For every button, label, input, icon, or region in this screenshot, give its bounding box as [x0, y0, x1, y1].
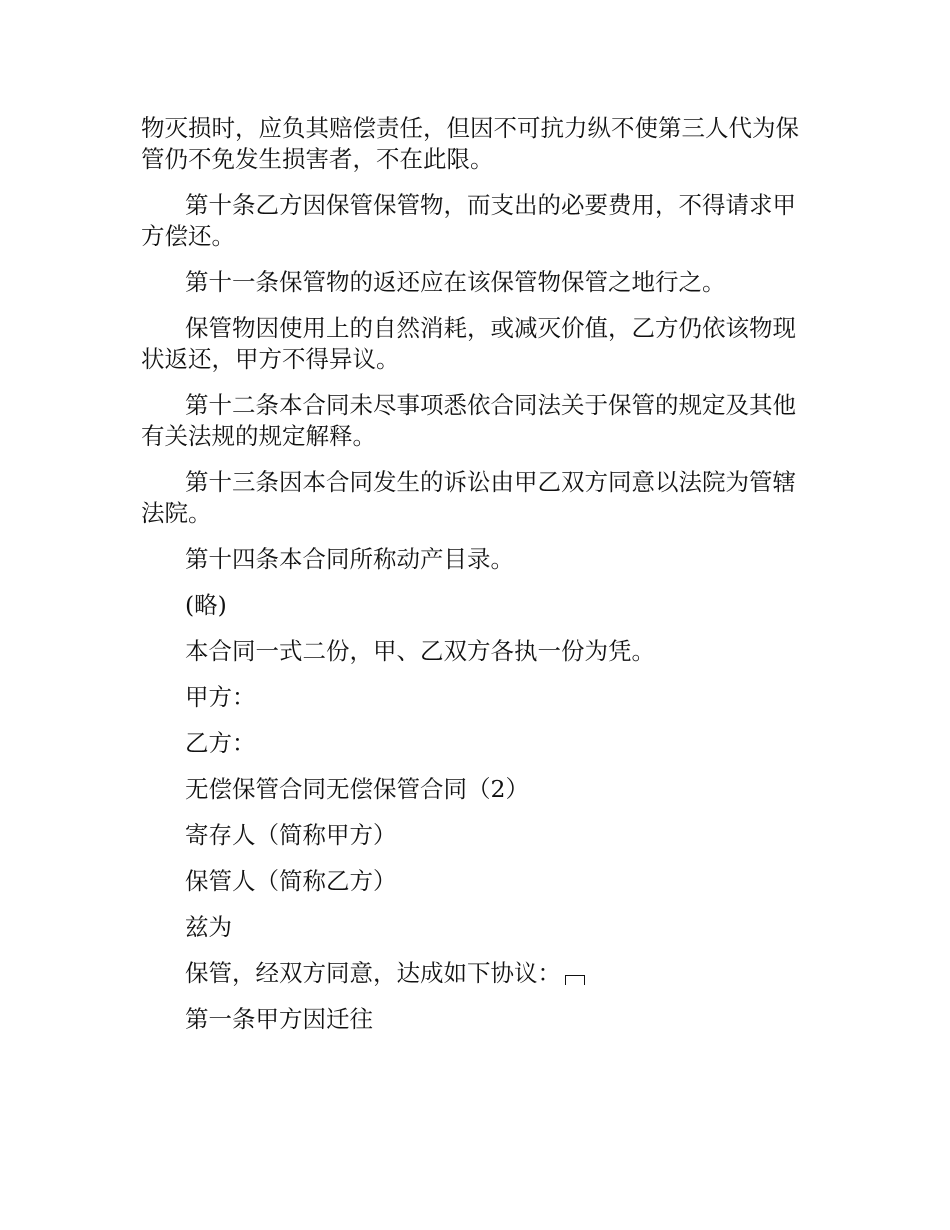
paragraph-depreciation: 保管物因使用上的自然消耗，或减灭价值，乙方仍依该物现状返还，甲方不得异议。	[141, 314, 796, 373]
bracket-mark-icon	[565, 975, 585, 985]
paragraph-omitted: (略)	[185, 591, 227, 619]
paragraph-1: 物灭损时，应负其赔偿责任，但因不可抗力纵不使第三人代为保管仍不免发生损害者，不在此限。	[141, 114, 799, 173]
paragraph-article-11: 第十一条保管物的返还应在该保管物保管之地行之。	[185, 268, 726, 296]
depositor-label: 寄存人（简称甲方）	[185, 821, 397, 849]
custodian-label: 保管人（简称乙方）	[185, 867, 397, 895]
paragraph-article-14: 第十四条本合同所称动产目录。	[185, 545, 514, 573]
paragraph-preamble: 兹为	[185, 913, 232, 941]
paragraph-copies: 本合同一式二份，甲、乙双方各执一份为凭。	[185, 637, 655, 665]
paragraph-article-1: 第一条甲方因迁往	[185, 1005, 373, 1033]
paragraph-article-12: 第十二条本合同未尽事项悉依合同法关于保管的规定及其他有关法规的规定解释。	[141, 391, 796, 450]
agreement-text: 保管，经双方同意，达成如下协议：	[185, 959, 561, 987]
paragraph-article-10: 第十条乙方因保管保管物，而支出的必要费用，不得请求甲方偿还。	[141, 191, 796, 250]
paragraph-agreement	[141, 958, 809, 989]
party-a-label: 甲方：	[185, 683, 256, 711]
party-b-label: 乙方：	[185, 729, 256, 757]
contract-title: 无偿保管合同无偿保管合同（2）	[185, 775, 529, 803]
document-body	[141, 113, 809, 1050]
paragraph-article-13: 第十三条因本合同发生的诉讼由甲乙双方同意以法院为管辖法院。	[141, 468, 796, 527]
